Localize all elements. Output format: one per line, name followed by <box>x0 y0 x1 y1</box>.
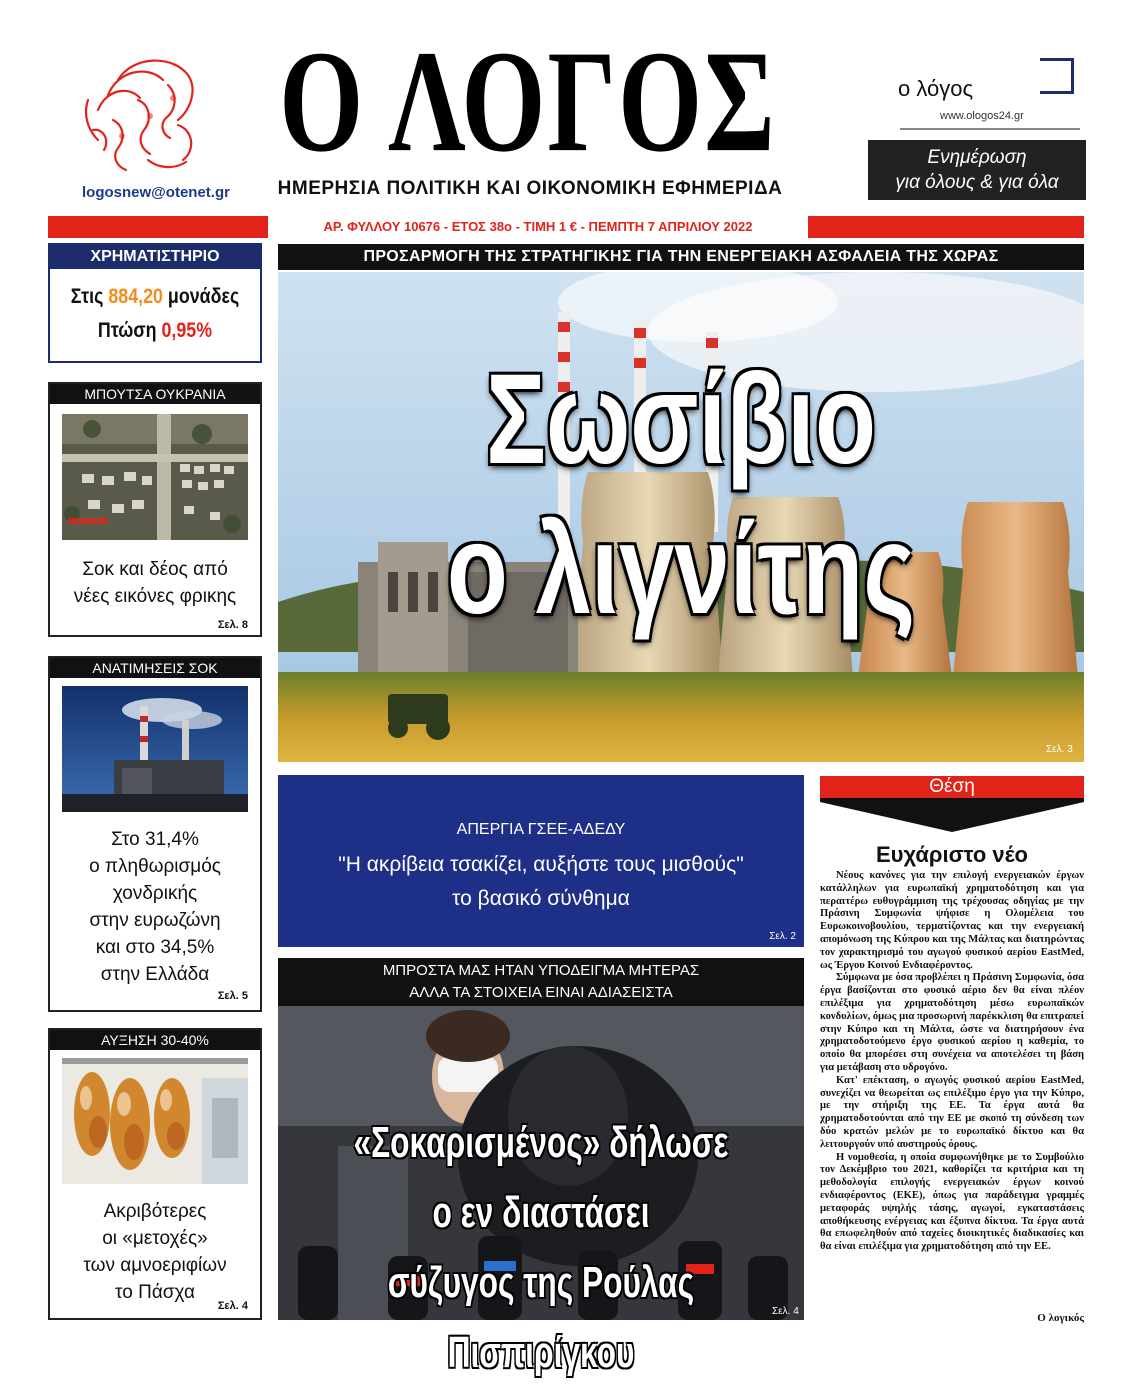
page-reference: Σελ. 2 <box>769 931 796 942</box>
tagline-line-1: Ενημέρωση <box>927 147 1027 168</box>
opinion-paragraph: Νέους κανόνες για την επιλογή ενεργειακών έργων κατάλληλων για ευρωπαϊκή χρηματοδότηση και για περαιτέρω ευθυγράμμιση της τρέχουσας οδηγίας με την Πράσινη Συμφωνία ψήφισε η Ολομέλεια του Ευρωκοινοβουλίου, τερματίζοντας και την ενεργειακή απομόνωση της Κύπρου και της Μάλτας και διατηρώντας τον χαρακτηρισμό του αγωγού φυσικού αερίου EastMed, ως Έργου Κοινού Ενδιαφέροντος. <box>820 870 1084 971</box>
headline-line: χονδρικής <box>112 883 198 904</box>
page-reference: Σελ. 8 <box>217 619 248 631</box>
headline-line: Σοκ και δέος από <box>82 559 228 580</box>
story-kicker <box>278 958 804 1006</box>
stock-market-header: ΧΡΗΜΑΤΙΣΤΗΡΙΟ <box>50 245 260 269</box>
sidebar-story-headline <box>50 556 260 610</box>
headline-line: Ακριβότερες <box>103 1201 207 1222</box>
stock-market-box[interactable] <box>48 243 262 363</box>
sidebar-story-header: ΑΝΑΤΙΜΗΣΕΙΣ ΣΟΚ <box>50 658 260 678</box>
opinion-signature: Ο λογικός <box>1037 1312 1084 1324</box>
stock-change-value: 0,95% <box>161 319 213 342</box>
site-divider <box>900 128 1080 130</box>
tagline-line-2: για όλους & για όλα <box>895 172 1059 193</box>
story-kicker-line-2: ΑΛΛΑ ΤΑ ΣΤΟΙΧΕΙΑ ΕΙΝΑΙ ΑΔΙΑΣΕΙΣΤΑ <box>409 984 673 1001</box>
stock-prefix: Στις <box>70 285 104 308</box>
strike-story-title: ΑΠΕΡΓΙΑ ΓΣΕΕ-ΑΔΕΔΥ <box>456 821 626 838</box>
opinion-paragraph: Σύμφωνα με όσα προβλέπει η Πράσινη Συμφωνία, όσα έργα βασίζονται στο φυσικό αέριο δεν θα είναι πλέον επιλέξιμα για χρηματοδότηση μέσω ευρωπαϊκών κονδυλίων, όμως μια προσωρινή παρέκκλιση θα επιτραπεί στην Κύπρο και τη Μάλτα, ώστε να διατηρήσουν ένα χρηματοδοτούμενο έργο φυσικού αερίου η καθεμία, το οποίο θα μπορέσει στη συνέχεια να αποτελέσει τη βάση για μετάβαση στο υδρογόνο. <box>820 972 1084 1073</box>
headline-line: των αμνοεριφίων <box>83 1255 227 1276</box>
headline-line: και στο 34,5% <box>95 937 215 958</box>
sidebar-story-headline <box>50 826 260 988</box>
page-reference: Σελ. 4 <box>217 1300 248 1312</box>
headline-line: στην Ελλάδα <box>100 964 210 985</box>
masthead-logo-art <box>78 50 228 180</box>
strike-story-quote: "Η ακρίβεια τσακίζει, αυξήστε τους μισθούς" <box>338 853 744 876</box>
lead-headline-line-2: ο λιγνίτης <box>446 498 916 641</box>
page-reference: Σελ. 3 <box>1046 744 1073 755</box>
lead-headline-line-1: Σωσίβιο <box>486 348 876 491</box>
story-kicker-line-1: ΜΠΡΟΣΤΑ ΜΑΣ ΗΤΑΝ ΥΠΟΔΕΙΓΜΑ ΜΗΤΕΡΑΣ <box>382 962 700 979</box>
story-headline[interactable] <box>352 1108 731 1384</box>
stock-change-line <box>66 319 245 343</box>
opinion-section-tab: Θέση <box>820 776 1084 798</box>
sidebar-story-ukraine[interactable] <box>48 382 262 637</box>
sidebar-story-headline <box>50 1198 260 1306</box>
headline-line: το Πάσχα <box>115 1282 195 1303</box>
headline-line: ο πληθωρισμός <box>89 856 221 877</box>
page-reference: Σελ. 5 <box>217 990 248 1002</box>
issue-info: ΑΡ. ΦΥΛΛΟΥ 10676 - ΕΤΟΣ 38ο - ΤΙΜΗ 1 € - ΠΕΜΠΤΗ 7 ΑΠΡΙΛΙΟΥ 2022 <box>268 216 808 238</box>
strike-story-box[interactable] <box>278 775 804 947</box>
stock-index-unit: μονάδες <box>167 285 240 308</box>
headline-line: στην ευρωζώνη <box>89 910 221 931</box>
butcher-meat-photo <box>62 1058 248 1184</box>
factory-smokestacks-photo <box>62 686 248 812</box>
opinion-paragraph: Η νομοθεσία, η οποία συμφωνήθηκε με το Συμβούλιο τον Δεκέμβριο του 2021, καθορίζει τα κριτήρια και τη μεθοδολογία επιλογής ενεργειακών έργων κοινού ενδιαφέροντος (ΕΚΕ), όπως για παράδειγμα γραμμές μεταφοράς υψηλής τάσης, αγωγοί, εγκαταστάσεις αποθήκευσης ενέργειας και έξυπνα δίκτυα. Τα έργα αυτά θα επωφεληθούν από ταχείες διοικητικές διαδικασίες και θα είναι επιλέξιμα για χρηματοδότηση από την ΕΕ. <box>820 1151 1084 1253</box>
site-url[interactable]: www.ologos24.gr <box>940 110 1024 122</box>
story-headline-line-2: σύζυγος της Ρούλας Πισπιρίγκου <box>387 1258 695 1377</box>
sidebar-story-header: ΑΥΞΗΣΗ 30-40% <box>50 1030 260 1050</box>
strike-story-subtitle: το βασικό σύνθημα <box>452 887 630 910</box>
lead-story-banner: ΠΡΟΣΑΡΜΟΓΗ ΤΗΣ ΣΤΡΑΤΗΓΙΚΗΣ ΓΙΑ ΤΗΝ ΕΝΕΡΓΕΙΑΚΗ ΑΣΦΑΛΕΙΑ ΤΗΣ ΧΩΡΑΣ <box>278 244 1084 270</box>
tagline-box <box>868 140 1086 200</box>
ukraine-satellite-photo <box>62 414 248 540</box>
page-reference: Σελ. 4 <box>772 1306 799 1317</box>
stock-index-line <box>66 285 245 309</box>
site-brand-mark-icon <box>1040 58 1074 94</box>
opinion-body <box>820 870 1084 1254</box>
lead-headline[interactable] <box>367 345 996 645</box>
stock-change-label: Πτώση <box>97 319 157 342</box>
sidebar-story-header: ΜΠΟΥΤΣΑ ΟΥΚΡΑΝΙΑ <box>50 384 260 404</box>
contact-email[interactable]: logosnew@otenet.gr <box>82 184 230 201</box>
opinion-tab-wedge <box>820 798 1084 832</box>
headline-line: Στο 31,4% <box>111 829 199 850</box>
newspaper-subtitle: ΗΜΕΡΗΣΙΑ ΠΟΛΙΤΙΚΗ ΚΑΙ ΟΙΚΟΝΟΜΙΚΗ ΕΦΗΜΕΡΙΔΑ <box>277 178 783 199</box>
headline-line: οι «μετοχές» <box>102 1228 208 1249</box>
opinion-paragraph: Κατ' επέκταση, ο αγωγός φυσικού αερίου EastMed, συνεχίζει να θεωρείται ως επιλέξιμο έργο για την Κύπρο, με την στήριξη της ΕΕ. Τα έργα αυτά θα χρηματοδοτούνται από την ΕΕ με σκοπό τη σύνδεση των δύο κρατών μελών με το ευρωπαϊκό δίκτυο και θα λειτουργούν υπό αυστηρούς όρους. <box>820 1074 1084 1150</box>
opinion-title: Ευχάριστο νέο <box>875 842 1028 867</box>
newspaper-title: Ο ΛΟΓΟΣ <box>279 21 777 183</box>
stock-index-value: 884,20 <box>108 285 163 308</box>
site-brand: ο λόγος <box>898 76 974 101</box>
sidebar-story-prices[interactable] <box>48 656 262 1012</box>
sidebar-story-meat[interactable] <box>48 1028 262 1320</box>
headline-line: νέες εικόνες φρικης <box>73 586 237 607</box>
story-headline-line-1: «Σοκαρισμένος» δήλωσε ο εν διαστάσει <box>353 1118 729 1237</box>
